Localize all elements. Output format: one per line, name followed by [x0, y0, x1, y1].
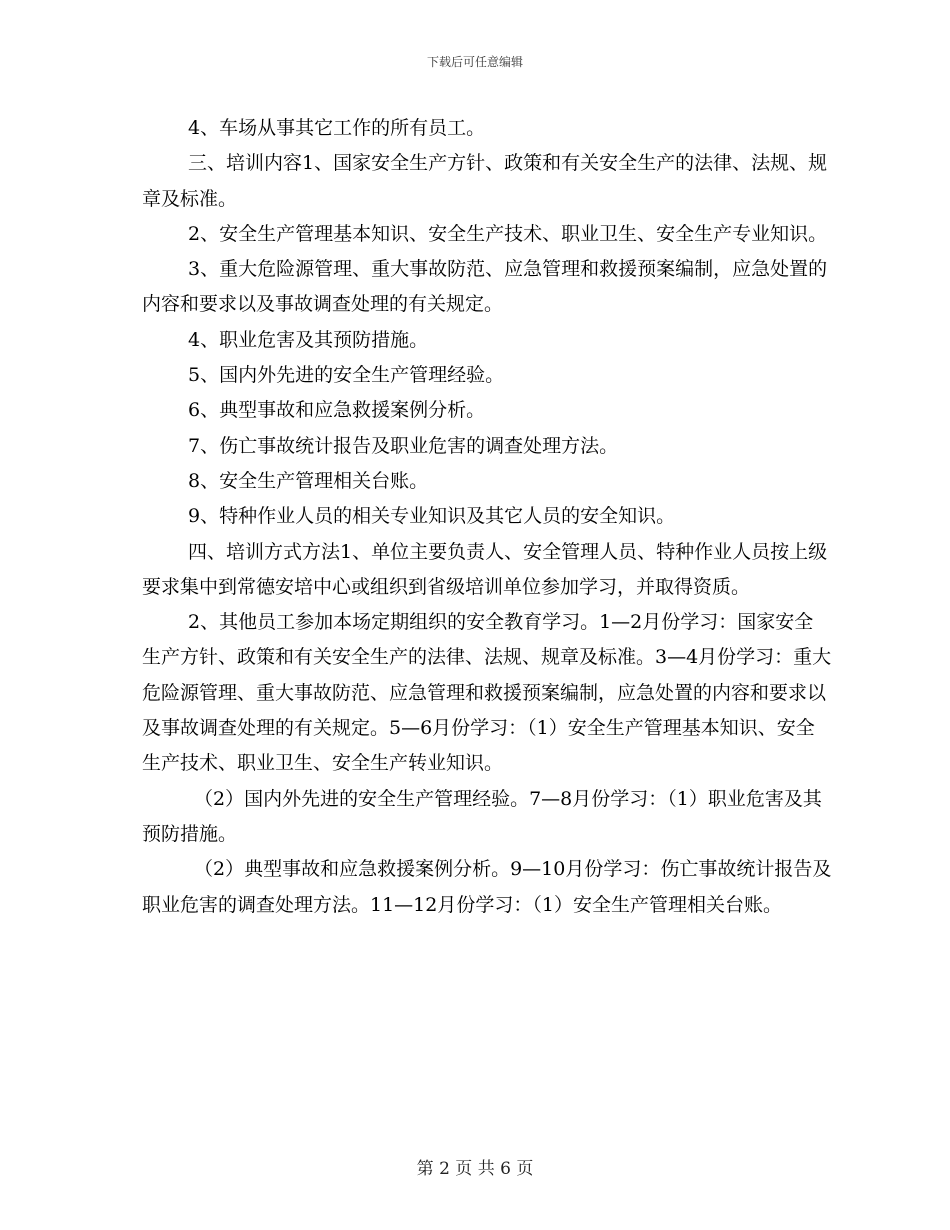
paragraph: （2）国内外先进的安全生产管理经验。7—8月份学习：（1）职业危害及其预防措施。: [142, 787, 822, 845]
paragraph: 5、国内外先进的安全生产管理经验。: [188, 364, 505, 387]
paragraph: 7、伤亡事故统计报告及职业危害的调查处理方法。: [188, 434, 619, 457]
paragraph: 9、特种作业人员的相关专业知识及其它人员的安全知识。: [188, 505, 676, 528]
paragraph: 8、安全生产管理相关台账。: [188, 469, 429, 492]
paragraph: 6、典型事故和应急救援案例分析。: [188, 399, 486, 422]
document-body: [142, 111, 832, 923]
paragraph: 三、培训内容1、国家安全生产方针、政策和有关安全生产的法律、法规、规章及标准。: [142, 152, 828, 210]
paragraph: 4、车场从事其它工作的所有员工。: [188, 117, 486, 139]
paragraph: 4、职业危害及其预防措施。: [188, 328, 429, 351]
page-number: 第 2 页 共 6 页: [416, 1159, 534, 1179]
paragraph: 2、其他员工参加本场定期组织的安全教育学习。1—2月份学习：国家安全生产方针、政策和有关安全生产的法律、法规、规章及标准。3—4月份学习：重大危险源管理、重大事故防范、应急管理和救援预案编制，应急处置的内容和要求以及事故调查处理的有关规定。5—6月份学习：（1）安全生产管理基本知识、安全生产技术、职业卫生、安全生产转业知识。: [142, 611, 832, 775]
page-header: 下载后可任意编辑: [426, 55, 523, 69]
paragraph: （2）典型事故和应急救援案例分析。9—10月份学习：伤亡事故统计报告及职业危害的调查处理方法。11—12月份学习：（1）安全生产管理相关台账。: [142, 858, 832, 916]
paragraph: 2、安全生产管理基本知识、安全生产技术、职业卫生、安全生产专业知识。: [188, 222, 828, 245]
paragraph: 3、重大危险源管理、重大事故防范、应急管理和救援预案编制，应急处置的内容和要求以及事故调查处理的有关规定。: [142, 258, 828, 316]
paragraph: 四、培训方式方法1、单位主要负责人、安全管理人员、特种作业人员按上级要求集中到常德安培中心或组织到省级培训单位参加学习，并取得资质。: [142, 540, 828, 598]
